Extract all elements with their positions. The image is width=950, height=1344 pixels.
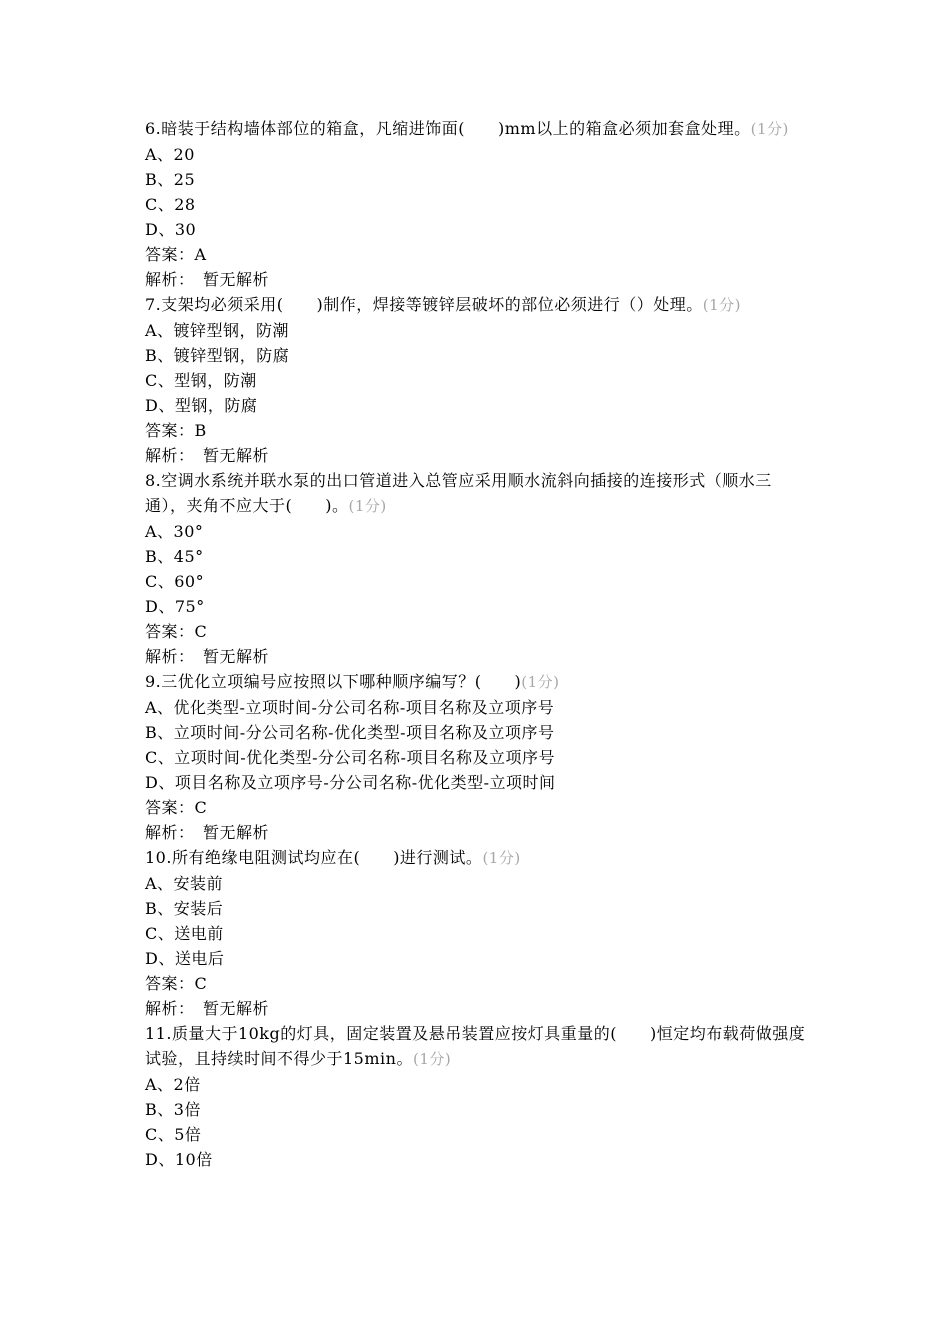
option: A、20 [145, 145, 195, 164]
question-stem [145, 468, 810, 519]
option: C、送电前 [145, 924, 224, 943]
answer: 答案：C [145, 798, 208, 817]
option: A、2倍 [145, 1075, 201, 1094]
option: C、28 [145, 195, 196, 214]
analysis: 解析： 暂无解析 [145, 446, 270, 465]
answer: 答案：C [145, 974, 208, 993]
option: D、10倍 [145, 1150, 213, 1169]
option: D、75° [145, 597, 205, 616]
option: B、25 [145, 170, 196, 189]
analysis: 解析： 暂无解析 [145, 270, 270, 289]
answer: 答案：B [145, 421, 207, 440]
option: C、型钢，防潮 [145, 371, 257, 390]
option: A、安装前 [145, 874, 224, 893]
question-text: 7.支架均必须采用( )制作，焊接等镀锌层破坏的部位必须进行（）处理。 [145, 295, 703, 314]
option: D、型钢，防腐 [145, 396, 258, 415]
question-score: (1分) [412, 1050, 452, 1068]
option: A、30° [145, 522, 204, 541]
option: A、优化类型-立项时间-分公司名称-项目名称及立项序号 [145, 698, 555, 717]
question-text: 10.所有绝缘电阻测试均应在( )进行测试。 [145, 848, 483, 867]
option: C、立项时间-优化类型-分公司名称-项目名称及立项序号 [145, 748, 555, 767]
question-score: (1分) [702, 296, 742, 314]
option: A、镀锌型钢，防潮 [145, 321, 290, 340]
question-text: 11.质量大于10kg的灯具，固定装置及悬吊装置应按灯具重量的( )恒定均布载荷做强度试验，且持续时间不得少于15min。 [145, 1024, 806, 1068]
question-stem [145, 669, 810, 695]
question-stem [145, 1021, 810, 1072]
analysis: 解析： 暂无解析 [145, 823, 270, 842]
option: B、镀锌型钢，防腐 [145, 346, 290, 365]
question-score: (1分) [348, 497, 387, 515]
analysis: 解析： 暂无解析 [145, 999, 270, 1018]
answer: 答案：A [145, 245, 207, 264]
question-text: 9.三优化立项编号应按照以下哪种顺序编写？( ) [145, 672, 522, 691]
option: C、5倍 [145, 1125, 202, 1144]
analysis: 解析： 暂无解析 [145, 647, 270, 666]
option: D、送电后 [145, 949, 225, 968]
question-text: 8.空调水系统并联水泵的出口管道进入总管应采用顺水流斜向插接的连接形式（顺水三通），夹角不应大于( )。 [145, 471, 772, 515]
option: D、项目名称及立项序号-分公司名称-优化类型-立项时间 [145, 773, 556, 792]
option: C、60° [145, 572, 205, 591]
question-text: 6.暗装于结构墙体部位的箱盒，凡缩进饰面( )mm以上的箱盒必须加套盒处理。 [145, 119, 751, 138]
question-score: (1分) [521, 673, 560, 691]
question-stem [145, 845, 810, 871]
answer: 答案：C [145, 622, 208, 641]
question-score: (1分) [482, 849, 521, 867]
document-body [145, 116, 810, 1172]
option: B、安装后 [145, 899, 224, 918]
question-stem [145, 292, 810, 318]
option: B、立项时间-分公司名称-优化类型-项目名称及立项序号 [145, 723, 555, 742]
option: D、30 [145, 220, 197, 239]
option: B、45° [145, 547, 204, 566]
question-score: (1分) [750, 120, 789, 138]
option: B、3倍 [145, 1100, 201, 1119]
question-stem [145, 116, 810, 142]
